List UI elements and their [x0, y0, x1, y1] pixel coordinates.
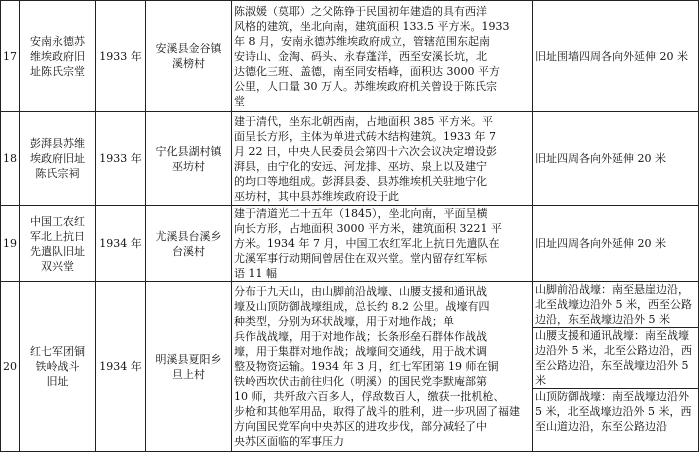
protection-range: 旧址四周各向外延伸 20 米 — [533, 112, 699, 206]
site-description-line: 兵作战战壕，用于对地作战；长条形垒石群体作战战 — [234, 330, 487, 343]
site-location — [146, 282, 232, 452]
site-location — [146, 1, 232, 112]
row-number: 18 — [1, 112, 20, 206]
site-description-line: 方向国民党军向中央苏区的进攻步伐，部分减轻了中 — [234, 420, 487, 433]
site-description — [232, 112, 533, 206]
row-number: 19 — [1, 206, 20, 282]
site-description-line: 壕，用于集群对地作战；战壕间交通线，用于战术调 — [234, 345, 487, 358]
site-name — [20, 206, 96, 282]
site-description-line: 面呈长方形，主体为单进式砖木结构建筑。1933 年 7 — [234, 129, 496, 143]
site-description — [232, 206, 533, 282]
site-location-line: 宁化县湖村镇 — [155, 144, 222, 158]
site-year: 1933 年 — [96, 112, 146, 206]
site-location-line: 旦上村 — [172, 367, 205, 381]
site-name-line: 彭湃县苏维 — [30, 137, 85, 150]
site-year: 1933 年 — [96, 1, 146, 112]
site-description-line: 10 师，共歼敌六百多人，俘敌数百人，缴获一批机枪、 — [234, 390, 505, 403]
site-description-line: 种类型，分别为环状战壕，用于对地作战；单 — [234, 315, 454, 328]
protection-zone: 山脚前沿战壕：南至悬崖边沿，北至战壕边沿外 5 米，西至公路边沿，东至战壕边沿外 5 米 — [535, 283, 692, 326]
site-name-line: 中国工农红 — [30, 214, 85, 228]
site-description-line: 湃县，由宁化的安远、河龙排、巫坊、泉上以及建宁 — [234, 159, 487, 173]
site-description-line: 风格的建筑，坐北向南，建筑面积 133.5 平方米。1933 — [234, 19, 510, 33]
site-name-line: 址陈氏宗堂 — [30, 64, 85, 78]
site-description-line: 整及物资运输。1934 年 3 月，红七军团第 19 师在铜 — [234, 360, 499, 373]
protection-zone: 山腰支援和通讯战壕：南至战壕边沿外 5 米，北至公路边沿，西至公路边沿，东至战壕边沿外 5 米 — [533, 327, 698, 388]
site-name-line: 铁岭战斗 — [35, 360, 80, 373]
site-name-line: 先遣队旧址 — [30, 244, 85, 258]
site-location-line: 安溪县金谷镇 — [155, 42, 222, 55]
site-description-line: 央苏区面临的军事压力 — [234, 435, 344, 448]
site-location-line: 尤溪县台溪乡 — [155, 229, 222, 243]
site-description-line: 的均口等地组成。彭湃县委、县苏维埃机关驻地宁化 — [234, 174, 487, 188]
site-description — [232, 282, 533, 452]
site-description-line: 建于清道光二十五年（1845），坐北向南，平面呈横 — [234, 207, 488, 220]
site-description-line: 尤溪军事行动期间曾居住在双兴堂。堂内留存红军标 — [234, 252, 487, 265]
site-description-line: 公里，人口量 30 万人。苏维埃政府机关曾设于陈氏宗 — [234, 79, 497, 93]
site-description-line: 堂 — [234, 94, 245, 108]
site-name-line: 双兴堂 — [41, 259, 74, 273]
protection-range: 旧址四周各向外延伸 20 米 — [533, 206, 699, 282]
site-description-line: 语 11 幅 — [234, 267, 277, 280]
site-name-line: 埃政府旧址 — [30, 152, 85, 165]
site-description-line: 分布于九天山，由山脚前沿战壕、山腰支援和通讯战 — [234, 285, 487, 298]
site-name-line: 军北上抗日 — [30, 229, 85, 243]
site-description-line: 方米。1934 年 7 月，中国工农红军北上抗日先遣队在 — [234, 237, 500, 250]
row-number: 20 — [1, 282, 20, 452]
site-year: 1934 年 — [96, 282, 146, 452]
site-description-line: 建于清代，坐东北朝西南，占地面积 385 平方米。平 — [234, 114, 493, 128]
site-description-line: 巫坊村，其中县苏维埃政府设于此 — [234, 189, 399, 203]
site-description-line: 壕及山顶防御战壕组成，总长约 8.2 公里。战壕有四 — [234, 300, 490, 313]
site-description-line: 陈淑媛（莫耶）之父陈铮于民国初年建造的具有西洋 — [234, 4, 487, 18]
site-description-line: 达德化三班、盖德，南至同安梧峰，面积达 3000 平方 — [234, 64, 500, 78]
table-row — [1, 112, 699, 206]
site-location — [146, 112, 232, 206]
site-description-line: 安诗山、金淘、码头、永春蓬洋，西至安溪长坑，北 — [234, 49, 487, 63]
protection-range — [533, 282, 699, 452]
site-location-line: 台溪村 — [172, 244, 205, 258]
site-name-line: 维埃政府旧 — [30, 49, 85, 63]
site-name — [20, 1, 96, 112]
site-description-line: 年 8 月，安南永德苏维埃政府成立，管辖范围东起南 — [234, 34, 490, 48]
protection-range: 旧址围墙四周各向外延伸 20 米 — [533, 1, 699, 112]
site-name-line: 旧址 — [46, 375, 69, 388]
row-number: 17 — [1, 1, 20, 112]
site-description — [232, 1, 533, 112]
site-location-line: 明溪县夏阳乡 — [155, 352, 222, 366]
site-name-line: 陈氏宗祠 — [35, 167, 80, 180]
table-row — [1, 1, 699, 112]
site-description-line: 月 22 日，中央人民委员会第四十六次会议决定增设彭 — [234, 144, 497, 158]
site-location-line: 溪榜村 — [172, 57, 205, 70]
site-location-line: 巫坊村 — [172, 159, 205, 173]
site-description-line: 铁岭西坎伏击前往归化（明溪）的国民党李默庵部第 — [234, 375, 487, 388]
site-location — [146, 206, 232, 282]
site-name-line: 红七军团铜 — [30, 345, 85, 358]
site-year: 1934 年 — [96, 206, 146, 282]
protection-zone: 山顶防御战壕：南至战壕边沿外 5 米，北至战壕边沿外 5 米，西至山道边沿，东至公路边沿 — [533, 388, 698, 434]
site-description-line: 步枪和其他军用品，取得了战斗的胜利，进一步巩固了福建 — [234, 405, 520, 418]
site-name — [20, 282, 96, 452]
table-row — [1, 206, 699, 282]
site-description-line: 向长方形，占地面积 3000 平方米，建筑面积 3221 平 — [234, 222, 502, 235]
table-row — [1, 282, 699, 452]
site-name — [20, 112, 96, 206]
site-name-line: 安南永德苏 — [30, 34, 85, 48]
